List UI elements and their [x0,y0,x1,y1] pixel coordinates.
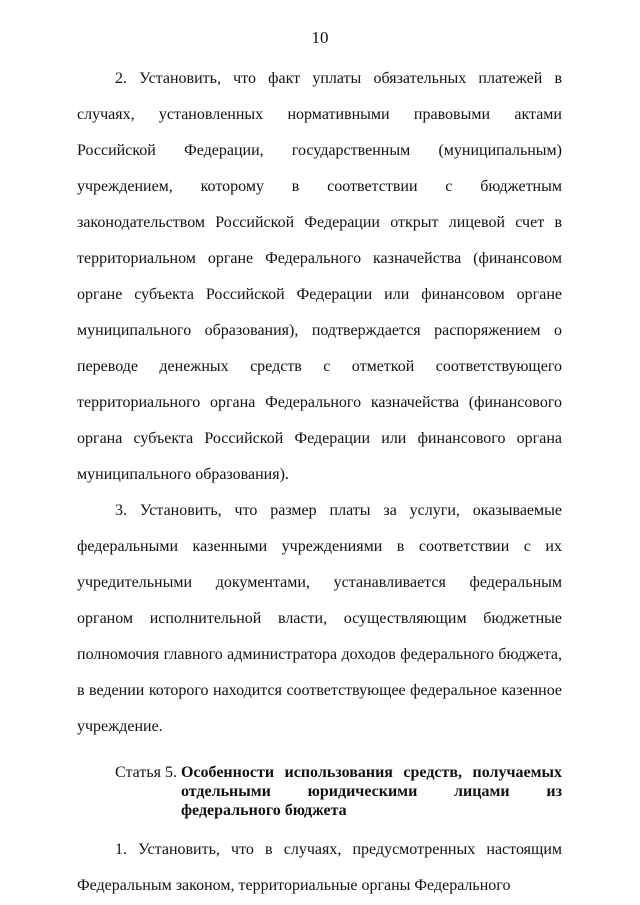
article-5-paragraph-1: 1. Установить, что в случаях, предусмотренных настоящим Федеральным законом, территориальные органы Федерального [77,841,562,894]
article-number: Статья 5. [115,764,177,781]
document-body [77,61,562,904]
article-title: Особенности использования средств, получаемых отдельными юридическими лицами из федерального бюджета [180,764,562,819]
paragraph-2: 2. Установить, что факт уплаты обязательных платежей в случаях, установленных нормативными правовыми актами Российской Федерации, государственным (муниципальным) учреждением, которому в соответствии с бюджетным законодательством Российской Федерации открыт лицевой счет в территориальном органе Федерального казначейства (финансовом органе субъекта Российской Федерации или финансовом органе муниципального образования), подтверждается распоряжением о переводе денежных средств с отметкой соответствующего территориального органа Федерального казначейства (финансового органа субъекта Российской Федерации или финансового органа муниципального образования). [77,70,562,483]
article-heading [77,763,562,820]
paragraph-3: 3. Установить, что размер платы за услуги, оказываемые федеральными казенными учреждениями в соответствии с их учредительными документами, устанавливается федеральным органом исполнительной власти, осуществляющим бюджетные полномочия главного администратора доходов федерального бюджета, в ведении которого находится соответствующее федеральное казенное учреждение. [77,502,562,735]
page-number: 10 [311,28,329,47]
